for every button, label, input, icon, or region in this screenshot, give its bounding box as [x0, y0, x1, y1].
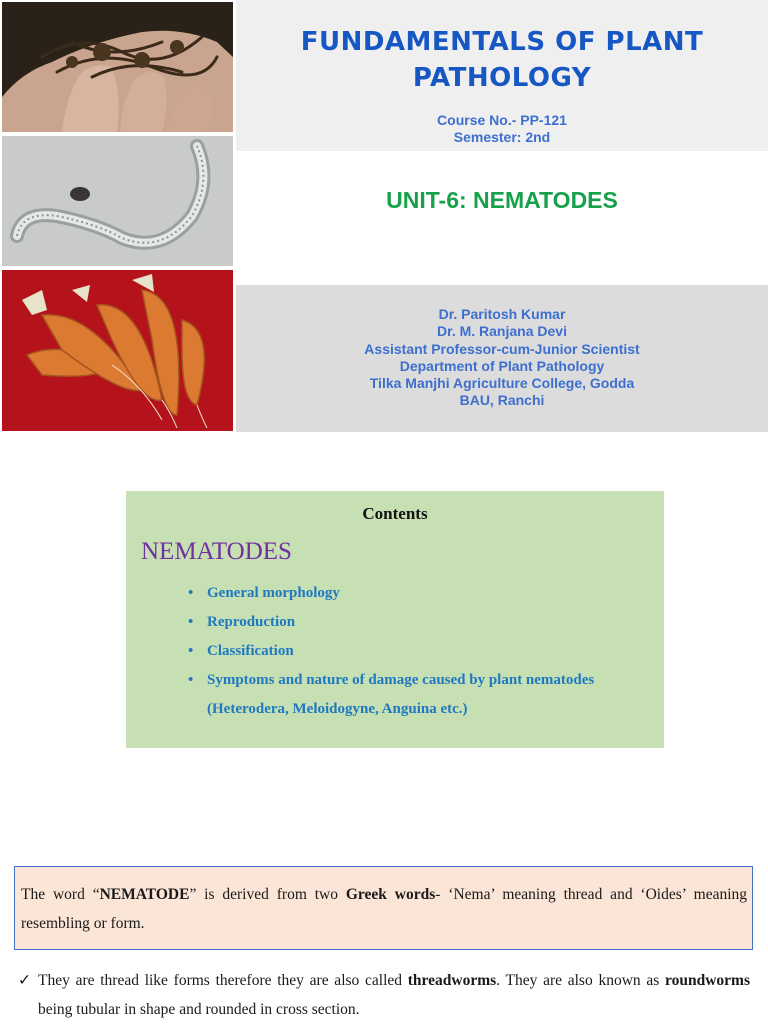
- list-item: • Reproduction: [188, 608, 594, 637]
- authors-band: [236, 285, 768, 432]
- contents-box: [126, 491, 664, 748]
- course-info: [236, 112, 768, 146]
- author-2: Dr. M. Ranjana Devi: [437, 323, 567, 340]
- contents-list: [188, 579, 594, 724]
- unit-band: [236, 151, 768, 285]
- author-department: Department of Plant Pathology: [399, 357, 605, 374]
- term-greek-words: Greek words: [345, 886, 436, 903]
- bullet-icon: •: [188, 643, 194, 659]
- check-icon: ✓: [18, 972, 31, 989]
- semester: Semester: 2nd: [453, 129, 551, 145]
- bullet-icon: •: [188, 614, 194, 630]
- course-number: Course No.- PP-121: [437, 112, 567, 128]
- photo-nematode-microscope: [2, 136, 233, 266]
- check-paragraph: ✓ They are thread like forms therefore they are also called threadworms. They are also known as roundworms being tubular in shape and rounded in cross section.: [18, 966, 750, 1024]
- author-1: Dr. Paritosh Kumar: [438, 306, 566, 322]
- term-nematode: NEMATODE: [99, 886, 190, 903]
- photo-infected-carrots: [2, 270, 233, 431]
- list-item: • Classification: [188, 637, 594, 666]
- bullet-icon: •: [188, 672, 194, 688]
- author-block: [236, 306, 768, 410]
- list-item: • General morphology: [188, 579, 594, 608]
- author-college: Tilka Manjhi Agriculture College, Godda: [369, 375, 635, 392]
- main-title: FUNDAMENTALS OF PLANT PATHOLOGY: [300, 27, 704, 93]
- title-band: [236, 0, 768, 151]
- unit-title: UNIT-6: NEMATODES: [386, 187, 618, 213]
- term-roundworms: roundworms: [665, 972, 750, 989]
- term-threadworms: threadworms: [407, 972, 497, 989]
- photo-nematodes-on-hand: [2, 2, 233, 132]
- contents-subject: NEMATODES: [141, 538, 292, 565]
- definition-box: The word “NEMATODE” is derived from two Greek words- ‘Nema’ meaning thread and ‘Oides’ meaning resembling or form.: [14, 866, 753, 950]
- list-item-examples: (Heterodera, Meloidogyne, Anguina etc.): [207, 701, 468, 717]
- contents-heading: Contents: [362, 504, 428, 523]
- author-designation: Assistant Professor-cum-Junior Scientist: [364, 340, 640, 357]
- bullet-icon: •: [188, 585, 194, 601]
- list-item: • Symptoms and nature of damage caused by plant nematodes (Heterodera, Meloidogyne, Anguina etc.): [188, 666, 594, 724]
- author-university: BAU, Ranchi: [459, 392, 545, 409]
